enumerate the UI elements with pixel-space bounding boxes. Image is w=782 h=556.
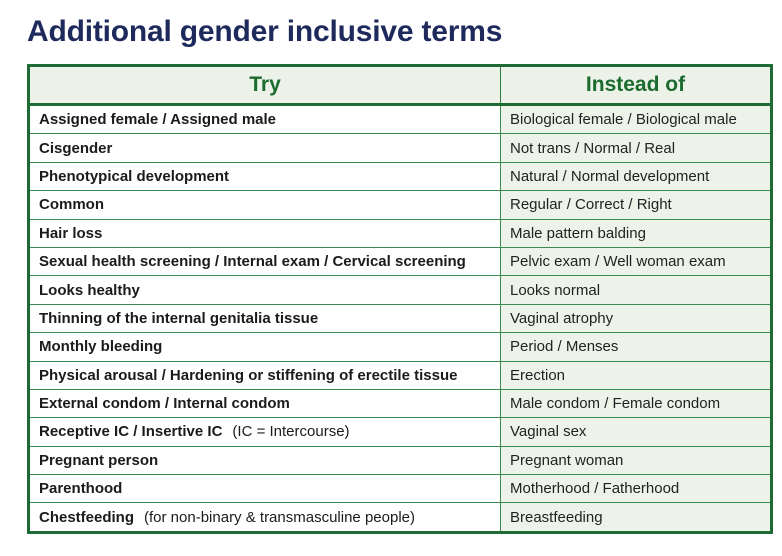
try-cell [29,191,501,219]
table-row [29,105,772,134]
try-cell [29,162,501,190]
instead-cell: Not trans / Normal / Real [501,134,772,162]
instead-cell: Period / Menses [501,333,772,361]
try-cell [29,446,501,474]
try-cell [29,105,501,134]
try-term: Phenotypical development [39,167,230,185]
instead-cell: Breastfeeding [501,503,772,532]
try-cell [29,276,501,304]
try-note: (IC = Intercourse) [232,423,350,441]
try-term: Common [39,196,104,214]
column-header-try: Try [29,66,501,105]
table-row [29,191,772,219]
try-cell [29,475,501,503]
table-header-row [29,66,772,105]
table-row [29,361,772,389]
instead-cell: Natural / Normal development [501,162,772,190]
try-cell [29,304,501,332]
try-cell [29,389,501,417]
table-row [29,219,772,247]
try-term: Pregnant person [39,451,159,469]
try-note: (for non-binary & transmasculine people) [144,508,415,526]
try-cell [29,361,501,389]
try-cell [29,219,501,247]
table-row [29,389,772,417]
try-term: Thinning of the internal genitalia tissue [39,309,319,327]
instead-cell: Pelvic exam / Well woman exam [501,247,772,275]
try-term: Chestfeeding [39,508,135,526]
table-row [29,446,772,474]
try-cell [29,418,501,446]
try-term: Assigned female / Assigned male [39,111,277,129]
table-row [29,418,772,446]
instead-cell: Motherhood / Fatherhood [501,475,772,503]
try-term: Hair loss [39,224,103,242]
table-row [29,134,772,162]
instead-cell: Erection [501,361,772,389]
table-row [29,276,772,304]
try-cell [29,247,501,275]
try-term: Looks healthy [39,281,140,299]
try-term: Cisgender [39,139,113,157]
table-row [29,333,772,361]
page-title: Additional gender inclusive terms [27,15,503,48]
try-term: Sexual health screening / Internal exam / Cervical screening [39,253,466,271]
try-cell [29,134,501,162]
try-cell [29,503,501,532]
instead-cell: Male condom / Female condom [501,389,772,417]
try-term: Receptive IC / Insertive IC [39,423,223,441]
table-row [29,475,772,503]
table-row [29,247,772,275]
instead-cell: Regular / Correct / Right [501,191,772,219]
instead-cell: Looks normal [501,276,772,304]
instead-cell: Male pattern balding [501,219,772,247]
instead-cell: Pregnant woman [501,446,772,474]
table-row [29,503,772,532]
table-row [29,162,772,190]
table-row [29,304,772,332]
try-term: Parenthood [39,480,123,498]
column-header-instead-of: Instead of [501,66,772,105]
try-term: Monthly bleeding [39,338,163,356]
terms-table [27,64,773,534]
try-term: Physical arousal / Hardening or stiffening of erectile tissue [39,366,458,384]
instead-cell: Vaginal sex [501,418,772,446]
try-term: External condom / Internal condom [39,395,290,413]
instead-cell: Vaginal atrophy [501,304,772,332]
try-cell [29,333,501,361]
instead-cell: Biological female / Biological male [501,105,772,134]
